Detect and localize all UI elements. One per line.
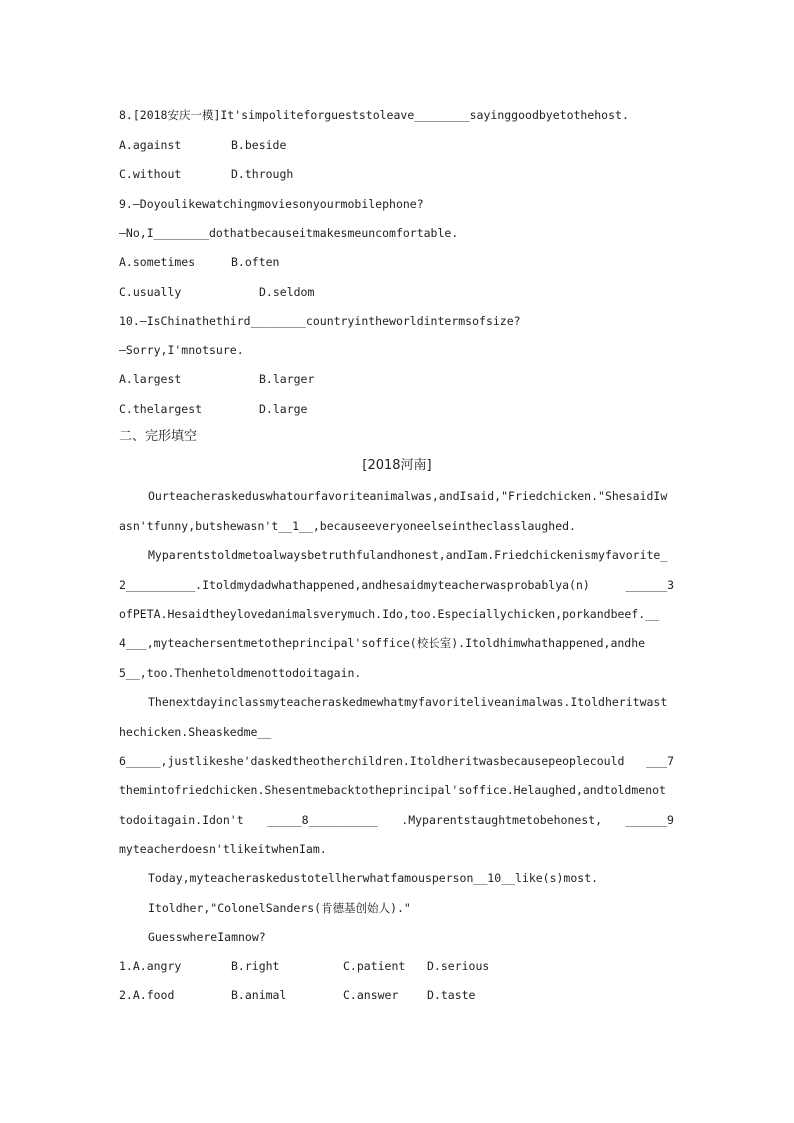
- passage-line: todoitagain.Idon't _____8__________ .Myparentstaughtmetobehonest, ______9: [119, 813, 674, 827]
- passage-line: Today,myteacheraskedustotellherwhatfamousperson__10__like(s)most.: [148, 871, 599, 885]
- option-1c: C.patient: [343, 959, 406, 973]
- q9-option-d: D.seldom: [259, 285, 315, 299]
- passage-line: Ourteacheraskeduswhatourfavoriteanimalwas,andIsaid,"Friedchicken."ShesaidIw: [148, 489, 668, 503]
- q10-answer: —Sorry,I'mnotsure.: [119, 343, 244, 357]
- option-1d: D.serious: [427, 959, 490, 973]
- passage-line: 4___,myteachersentmetotheprincipal'soffice(校长室).Itoldhimwhathappened,andhe: [119, 636, 646, 650]
- q9-option-b: B.often: [231, 255, 280, 269]
- passage-line: myteacherdoesn'tlikeitwhenIam.: [119, 842, 327, 856]
- q8-option-a: A.against: [119, 138, 182, 152]
- passage-line: 5__,too.Thenhetoldmenottodoitagain.: [119, 666, 362, 680]
- option-2d: D.taste: [427, 988, 476, 1002]
- blank-8: _____8__________: [267, 813, 378, 827]
- q10-option-b: B.larger: [259, 372, 315, 386]
- passage-line: ofPETA.Hesaidtheylovedanimalsverymuch.Ido,too.Especiallychicken,porkandbeef.__: [119, 607, 660, 621]
- option-2a: 2.A.food: [119, 988, 175, 1002]
- blank-2: 2__________: [119, 578, 196, 592]
- blank-9: ______9: [625, 813, 674, 827]
- blank-3: ______3: [625, 578, 674, 592]
- passage-source: [2018河南]: [362, 458, 432, 473]
- passage-line: hechicken.Sheaskedme__: [119, 725, 272, 739]
- q8-option-b: B.beside: [231, 138, 287, 152]
- q9-answer: —No,I________dothatbecauseitmakesmeuncomfortable.: [119, 226, 459, 240]
- q10-stem: 10.—IsChinathethird________countryintheworldintermsofsize?: [119, 314, 521, 328]
- option-2c: C.answer: [343, 988, 399, 1002]
- blank-5: 5__: [119, 666, 140, 680]
- passage-line: GuesswhereIamnow?: [148, 930, 266, 944]
- passage-line: 6_____,justlikeshe'daskedtheotherchildren.Itoldheritwasbecausepeoplecould ___7: [119, 754, 674, 768]
- option-2b: B.animal: [231, 988, 287, 1002]
- passage-line: Itoldher,"ColonelSanders(肯德基创始人).": [148, 901, 411, 915]
- blank-6: 6_____: [119, 754, 161, 768]
- q8-option-d: D.through: [231, 167, 294, 181]
- q10-option-c: C.thelargest: [119, 402, 203, 416]
- blank-10: __10__: [473, 871, 515, 885]
- q8-option-c: C.without: [119, 167, 182, 181]
- q10-option-d: D.large: [259, 402, 308, 416]
- option-1b: B.right: [231, 959, 280, 973]
- section-heading: 二、完形填空: [119, 429, 198, 444]
- blank-4: 4___: [119, 636, 147, 650]
- q10-option-a: A.largest: [119, 372, 182, 386]
- passage-line: 2__________.Itoldmydadwhathappened,andhesaidmyteacherwasprobablya(n) ______3: [119, 578, 674, 592]
- q8-stem: 8.[2018安庆一模]It'simpoliteforgueststoleave________sayinggoodbyetothehost.: [119, 108, 629, 122]
- passage-line: Myparentstoldmetoalwaysbetruthfulandhonest,andIam.Friedchickenismyfavorite_: [148, 548, 668, 562]
- q9-option-a: A.sometimes: [119, 255, 196, 269]
- passage-line: themintofriedchicken.Shesentmebacktotheprincipal'soffice.Helaughed,andtoldmenot: [119, 783, 666, 797]
- blank-1: __1__: [278, 519, 313, 533]
- q9-option-c: C.usually: [119, 285, 182, 299]
- q9-stem: 9.—Doyoulikewatchingmoviesonyourmobilephone?: [119, 197, 424, 211]
- blank-7: ___7: [646, 754, 674, 768]
- option-1a: 1.A.angry: [119, 959, 182, 973]
- passage-line: Thenextdayinclassmyteacheraskedmewhatmyfavoriteliveanimalwas.Itoldheritwast: [148, 695, 668, 709]
- passage-line: asn'tfunny,butshewasn't__1__,becauseeveryoneelseintheclasslaughed.: [119, 519, 576, 533]
